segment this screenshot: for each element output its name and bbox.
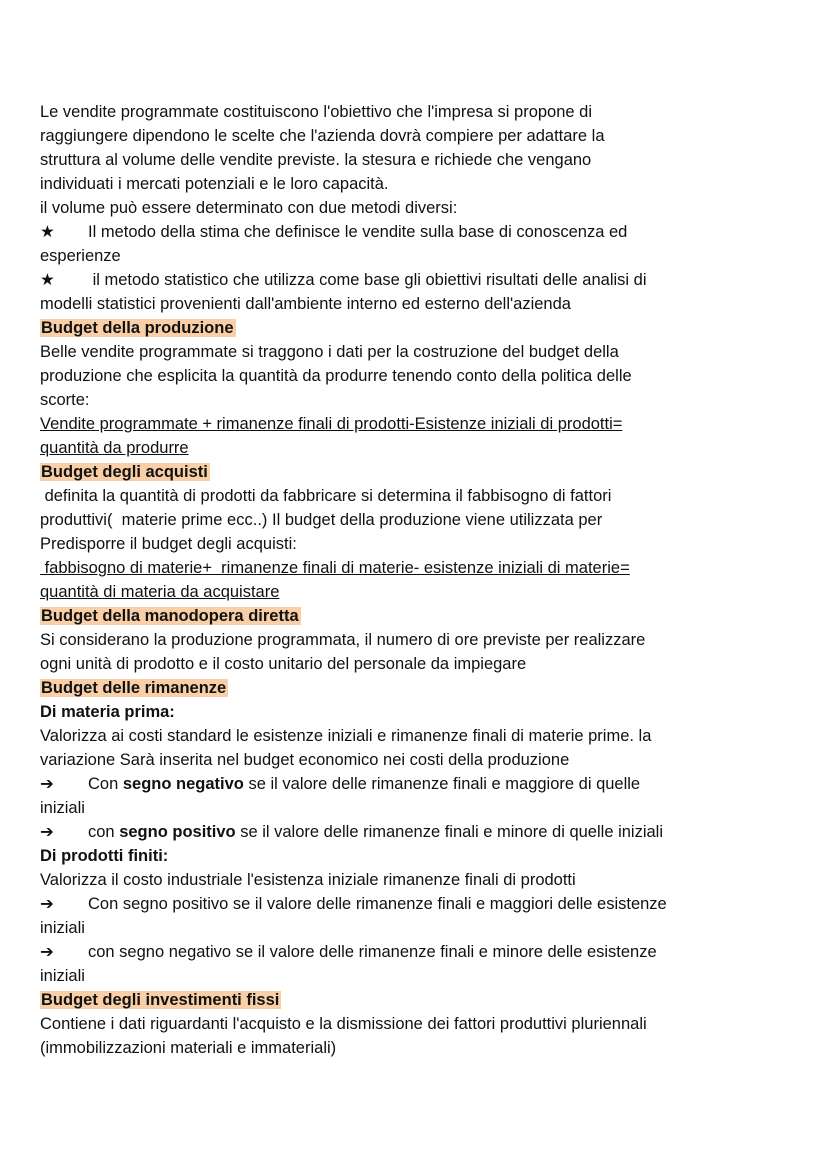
paragraph-line: Belle vendite programmate si traggono i dati per la costruzione del budget della: [40, 343, 619, 361]
heading-text: Budget della manodopera diretta: [41, 607, 299, 625]
paragraph-line: produttivi( materie prime ecc..) Il budget della produzione viene utilizzata per: [40, 511, 603, 529]
section-heading-rimanenze: [40, 676, 800, 700]
text-segment: se il valore delle rimanenze finali e maggiore di quelle: [243, 775, 641, 793]
formula-text: fabbisogno di materie+ rimanenze finali di materie- esistenze iniziali di materie=: [40, 559, 630, 577]
paragraph-line: Valorizza ai costi standard le esistenze iniziali e rimanenze finali di materie prime. la: [40, 727, 652, 745]
text-segment: con: [88, 823, 120, 841]
arrow-icon: ➔: [40, 775, 54, 793]
arrow-list-item: [40, 772, 800, 796]
list-item-continuation: iniziali: [40, 967, 85, 985]
list-item-text: il metodo statistico che utilizza come base gli obiettivi risultati delle analisi di: [88, 271, 647, 289]
subheading-materia: Di materia prima:: [40, 703, 175, 721]
formula-text: Vendite programmate + rimanenze finali di prodotti-Esistenze iniziali di prodotti=: [40, 415, 623, 433]
bold-segment: segno negativo: [122, 775, 244, 793]
paragraph-line: (immobilizzazioni materiali e immateriali): [40, 1039, 337, 1057]
paragraph-line: raggiungere dipendono le scelte che l'azienda dovrà compiere per adattare la: [40, 127, 605, 145]
formula-line: [40, 580, 800, 604]
subheading-prodotti: Di prodotti finiti:: [40, 847, 169, 865]
heading-text: Budget degli acquisti: [41, 463, 208, 481]
text-segment: se il valore delle rimanenze finali e minore di quelle iniziali: [235, 823, 664, 841]
star-list-item: [40, 268, 800, 292]
text-segment: Con: [88, 775, 123, 793]
formula-text: quantità di materia da acquistare: [40, 583, 280, 601]
star-list-item: [40, 220, 800, 244]
paragraph-line: ogni unità di prodotto e il costo unitario del personale da impiegare: [40, 655, 527, 673]
paragraph-line: scorte:: [40, 391, 90, 409]
heading-text: Budget della produzione: [41, 319, 234, 337]
paragraph-line: Si considerano la produzione programmata, il numero di ore previste per realizzare: [40, 631, 646, 649]
paragraph-line: struttura al volume delle vendite previste. la stesura e richiede che vengano: [40, 151, 592, 169]
bold-segment: segno positivo: [119, 823, 236, 841]
arrow-list-item: [40, 940, 800, 964]
arrow-list-item: [40, 892, 800, 916]
list-item-continuation: iniziali: [40, 799, 85, 817]
star-icon: ★: [40, 271, 55, 289]
document-body: [40, 100, 800, 1060]
formula-line: [40, 412, 800, 436]
section-heading-acquisti: [40, 460, 800, 484]
paragraph-line: variazione Sarà inserita nel budget economico nei costi della produzione: [40, 751, 570, 769]
arrow-list-item: [40, 820, 800, 844]
section-heading-manodopera: [40, 604, 800, 628]
formula-line: [40, 436, 800, 460]
arrow-icon: ➔: [40, 943, 54, 961]
list-item-text: con segno negativo se il valore delle rimanenze finali e minore delle esistenze: [88, 943, 657, 961]
heading-text: Budget degli investimenti fissi: [41, 991, 280, 1009]
paragraph-line: produzione che esplicita la quantità da produrre tenendo conto della politica delle: [40, 367, 632, 385]
paragraph-line: individuati i mercati potenziali e le loro capacità.: [40, 175, 389, 193]
list-item-text: Con segno positivo se il valore delle rimanenze finali e maggiori delle esistenze: [88, 895, 667, 913]
paragraph-line: definita la quantità di prodotti da fabbricare si determina il fabbisogno di fattori: [40, 487, 612, 505]
paragraph-line: Le vendite programmate costituiscono l'obiettivo che l'impresa si propone di: [40, 103, 593, 121]
star-icon: ★: [40, 223, 55, 241]
arrow-icon: ➔: [40, 895, 54, 913]
paragraph-line: Valorizza il costo industriale l'esistenza iniziale rimanenze finali di prodotti: [40, 871, 576, 889]
formula-line: [40, 556, 800, 580]
paragraph-line: Contiene i dati riguardanti l'acquisto e la dismissione dei fattori produttivi pluriennali: [40, 1015, 647, 1033]
heading-text: Budget delle rimanenze: [41, 679, 227, 697]
list-item-text: [88, 772, 640, 796]
list-item-text: [88, 820, 663, 844]
list-item-continuation: modelli statistici provenienti dall'ambiente interno ed esterno dell'azienda: [40, 295, 571, 313]
paragraph-line: Predisporre il budget degli acquisti:: [40, 535, 297, 553]
list-item-continuation: iniziali: [40, 919, 85, 937]
section-heading-investimenti: [40, 988, 800, 1012]
list-item-text: Il metodo della stima che definisce le vendite sulla base di conoscenza ed: [88, 223, 628, 241]
formula-text: quantità da produrre: [40, 439, 189, 457]
arrow-icon: ➔: [40, 823, 54, 841]
paragraph-line: il volume può essere determinato con due metodi diversi:: [40, 199, 458, 217]
section-heading-produzione: [40, 316, 800, 340]
list-item-continuation: esperienze: [40, 247, 121, 265]
